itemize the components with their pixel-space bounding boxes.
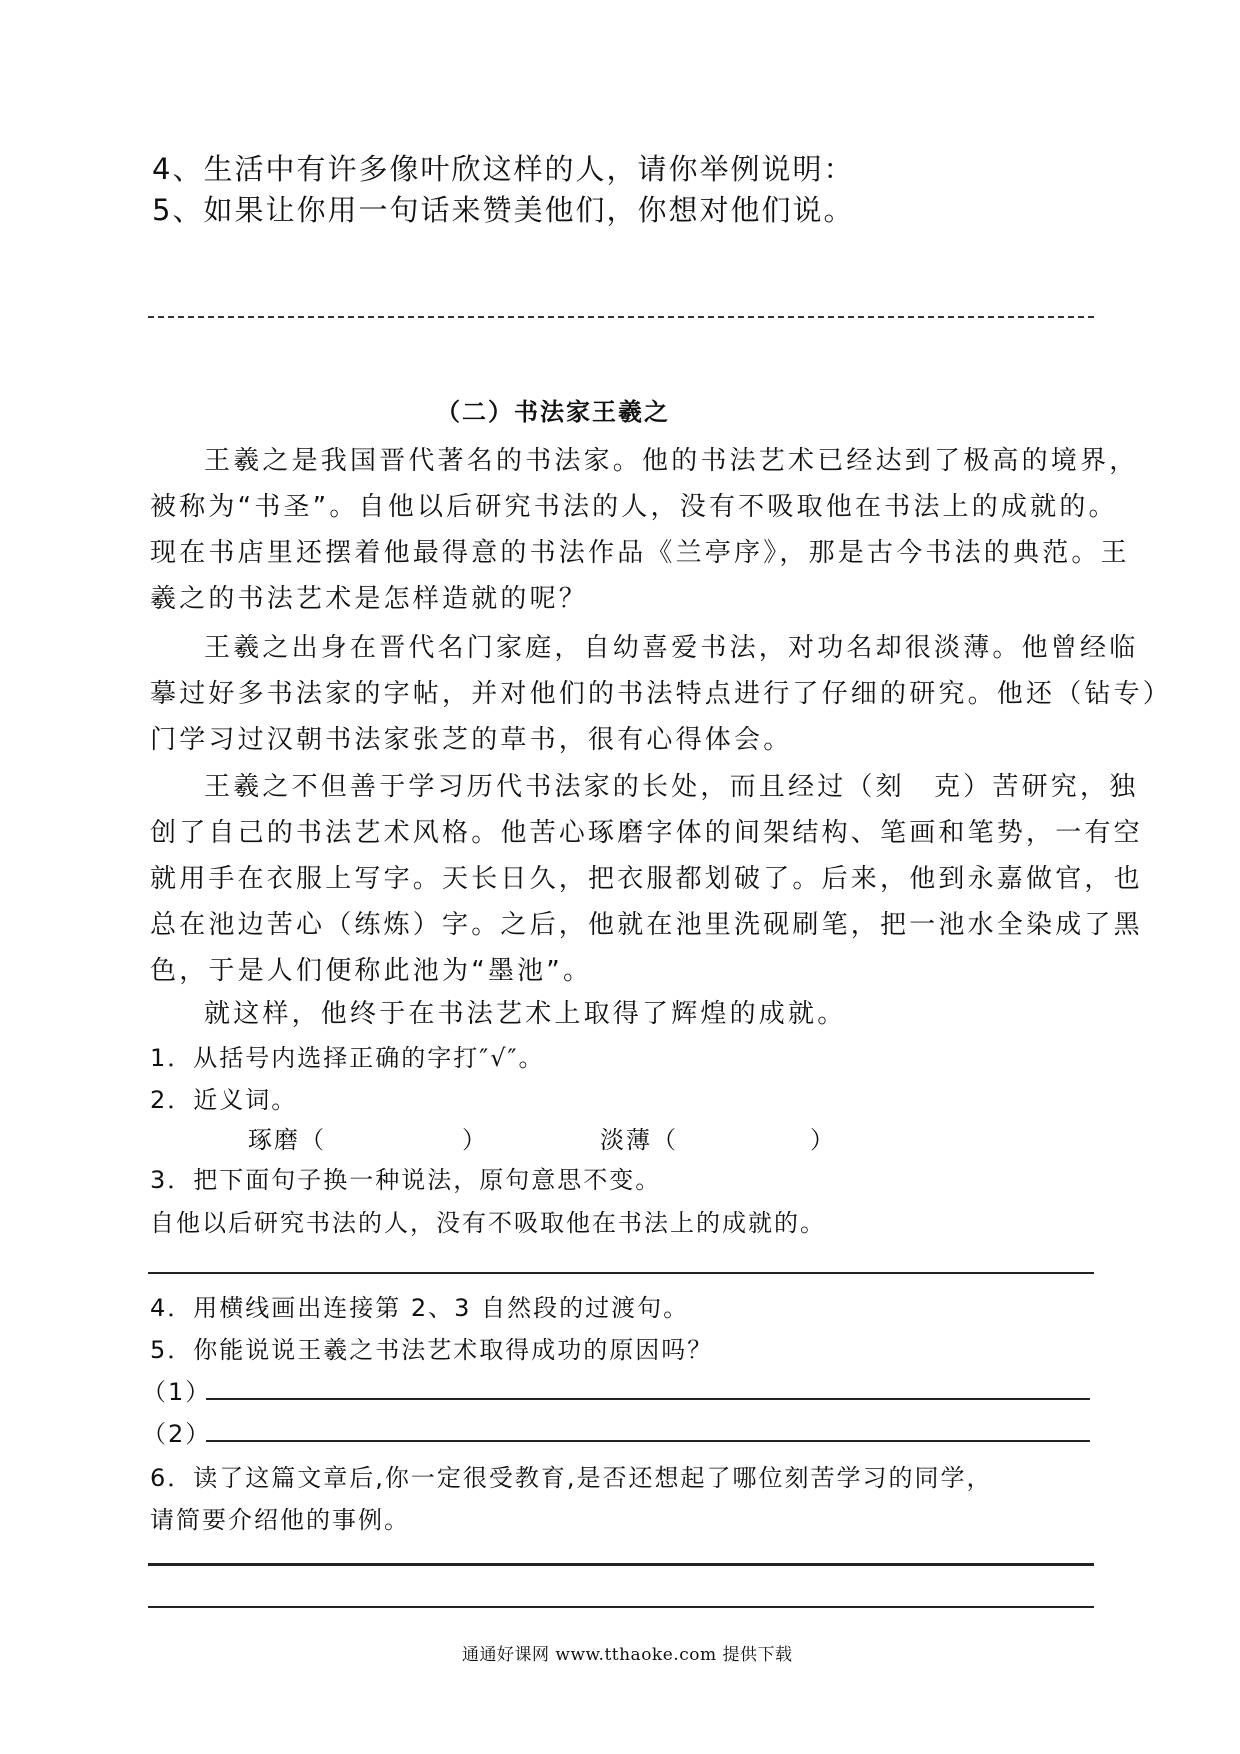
answer-line <box>148 1272 1094 1274</box>
dashed-divider <box>148 316 1094 318</box>
passage-line: 羲之的书法艺术是怎样造就的呢？ <box>150 584 589 614</box>
passage-line: 摹过好多书法家的字帖，并对他们的书法特点进行了仔细的研究。他还（钻专） <box>150 679 1173 709</box>
question-3: 3．把下面句子换一种说法，原句意思不变。 <box>150 1166 662 1194</box>
answer-line <box>148 1563 1094 1566</box>
synonym-word-2: 淡薄（ <box>600 1126 678 1154</box>
top-question-5: 5、如果让你用一句话来赞美他们，你想对他们说。 <box>152 193 855 227</box>
passage-line: 门学习过汉朝书法家张芝的草书，很有心得体会。 <box>150 725 793 755</box>
question-2: 2．近义词。 <box>150 1086 298 1114</box>
question-5-item-1: （1） <box>142 1378 212 1406</box>
passage-line: 就用手在衣服上写字。天长日久，把衣服都划破了。后来，他到永嘉做官，也 <box>150 864 1143 894</box>
question-5: 5．你能说说王羲之书法艺术取得成功的原因吗？ <box>150 1336 714 1364</box>
question-5-item-2: （2） <box>142 1420 212 1448</box>
passage-line: 王羲之不但善于学习历代书法家的长处，而且经过（刻 克）苦研究，独 <box>204 772 1139 802</box>
passage-line: 王羲之出身在晋代名门家庭，自幼喜爱书法，对功名却很淡薄。他曾经临 <box>204 633 1139 663</box>
page-footer: 通通好课网 www.tthaoke.com 提供下载 <box>462 1645 793 1665</box>
passage-line: 就这样，他终于在书法艺术上取得了辉煌的成就。 <box>204 999 847 1029</box>
answer-line <box>206 1440 1090 1442</box>
question-6-line-2: 请简要介绍他的事例。 <box>150 1506 410 1534</box>
passage-line: 总在池边苦心（练炼）字。之后，他就在池里洗砚刷笔，把一池水全染成了黑 <box>150 910 1143 940</box>
question-4: 4．用横线画出连接第 2、3 自然段的过渡句。 <box>150 1294 690 1322</box>
synonym-close-1: ） <box>462 1126 488 1154</box>
answer-line <box>148 1606 1094 1608</box>
passage-line: 被称为“书圣”。自他以后研究书法的人，没有不吸取他在书法上的成就的。 <box>150 492 1118 522</box>
top-question-4: 4、生活中有许多像叶欣这样的人，请你举例说明： <box>152 152 855 186</box>
section-title: （二）书法家王羲之 <box>436 398 670 426</box>
question-6-line-1: 6．读了这篇文章后,你一定很受教育,是否还想起了哪位刻苦学习的同学， <box>150 1464 993 1492</box>
passage-line: 王羲之是我国晋代著名的书法家。他的书法艺术已经达到了极高的境界， <box>204 446 1139 476</box>
passage-line: 创了自己的书法艺术风格。他苦心琢磨字体的间架结构、笔画和笔势，一有空 <box>150 818 1143 848</box>
passage-line: 现在书店里还摆着他最得意的书法作品《兰亭序》，那是古今书法的典范。王 <box>150 538 1130 568</box>
answer-line <box>206 1398 1090 1400</box>
synonym-close-2: ） <box>810 1126 836 1154</box>
question-1: 1．从括号内选择正确的字打″√″。 <box>150 1044 545 1072</box>
passage-line: 色，于是人们便称此池为“墨池”。 <box>150 956 593 986</box>
synonym-word-1: 琢磨（ <box>248 1126 326 1154</box>
question-3-sentence: 自他以后研究书法的人，没有不吸取他在书法上的成就的。 <box>150 1209 826 1237</box>
